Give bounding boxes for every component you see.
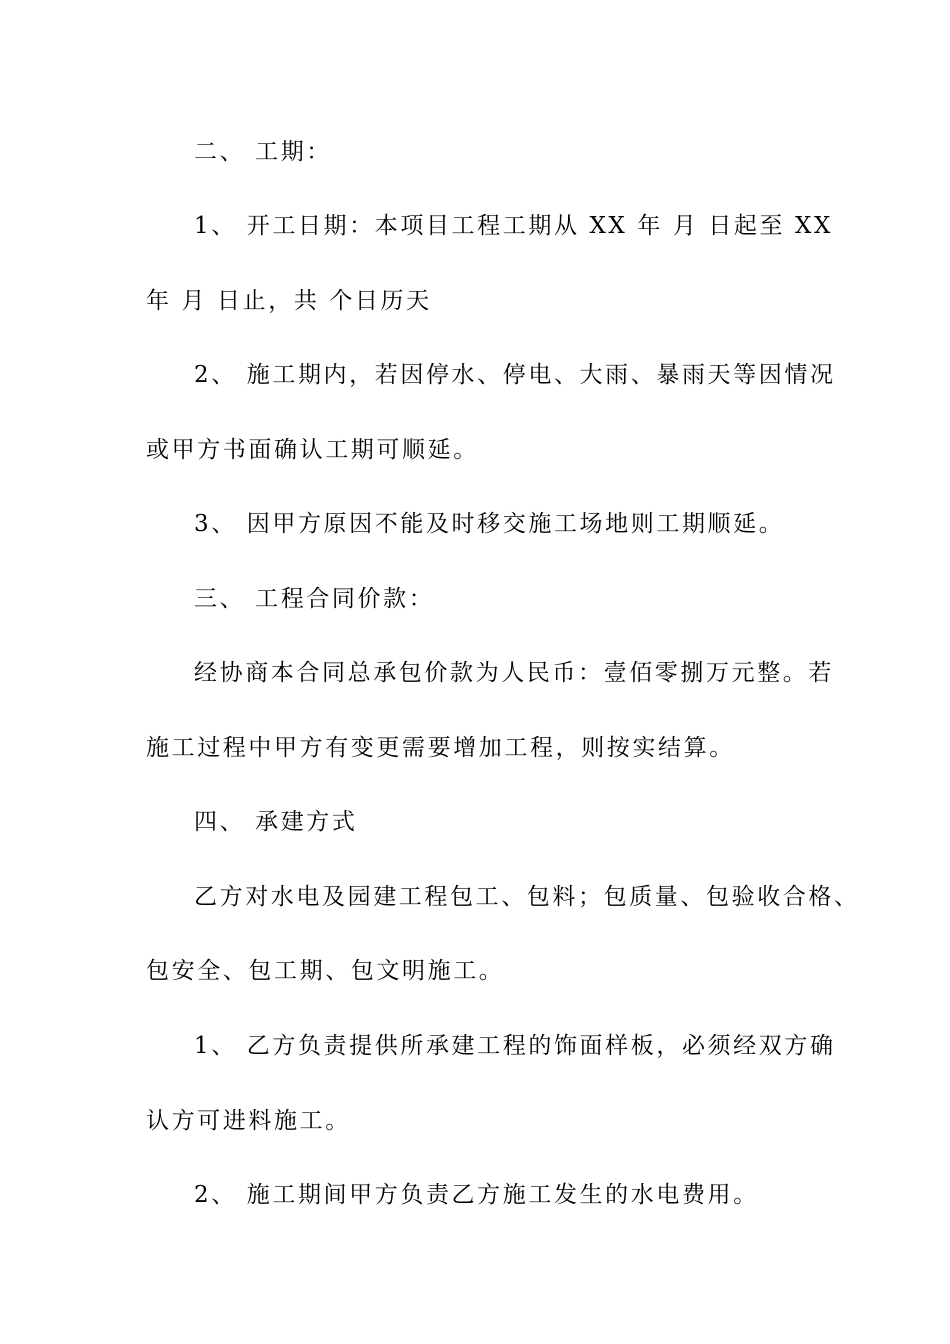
paragraph-line: 包安全、包工期、包文明施工。 [146, 958, 505, 984]
paragraph-line: 或甲方书面确认工期可顺延。 [146, 437, 479, 463]
paragraph-line: 施工过程中甲方有变更需要增加工程，则按实结算。 [146, 735, 735, 761]
paragraph-line: 1、 乙方负责提供所承建工程的饰面样板，必须经双方确 [194, 1033, 836, 1059]
paragraph-line: 经协商本合同总承包价款为人民币：壹佰零捌万元整。若 [194, 660, 834, 686]
paragraph-line: 年 月 日止，共 个日历天 [146, 288, 432, 314]
paragraph-line: 1、 开工日期：本项目工程工期从 XX 年 月 日起至 XX [194, 213, 833, 239]
paragraph-line: 2、 施工期内，若因停水、停电、大雨、暴雨天等因情况 [194, 362, 836, 388]
paragraph-line: 认方可进料施工。 [146, 1108, 351, 1134]
section-heading-2: 二、 工期： [194, 139, 332, 165]
section-heading-4: 四、 承建方式 [194, 809, 358, 835]
section-heading-3: 三、 工程合同价款： [194, 586, 435, 612]
paragraph-line: 乙方对水电及园建工程包工、包料；包质量、包验收合格、 [194, 884, 860, 910]
paragraph-line: 2、 施工期间甲方负责乙方施工发生的水电费用。 [194, 1182, 759, 1208]
paragraph-line: 3、 因甲方原因不能及时移交施工场地则工期顺延。 [194, 511, 785, 537]
